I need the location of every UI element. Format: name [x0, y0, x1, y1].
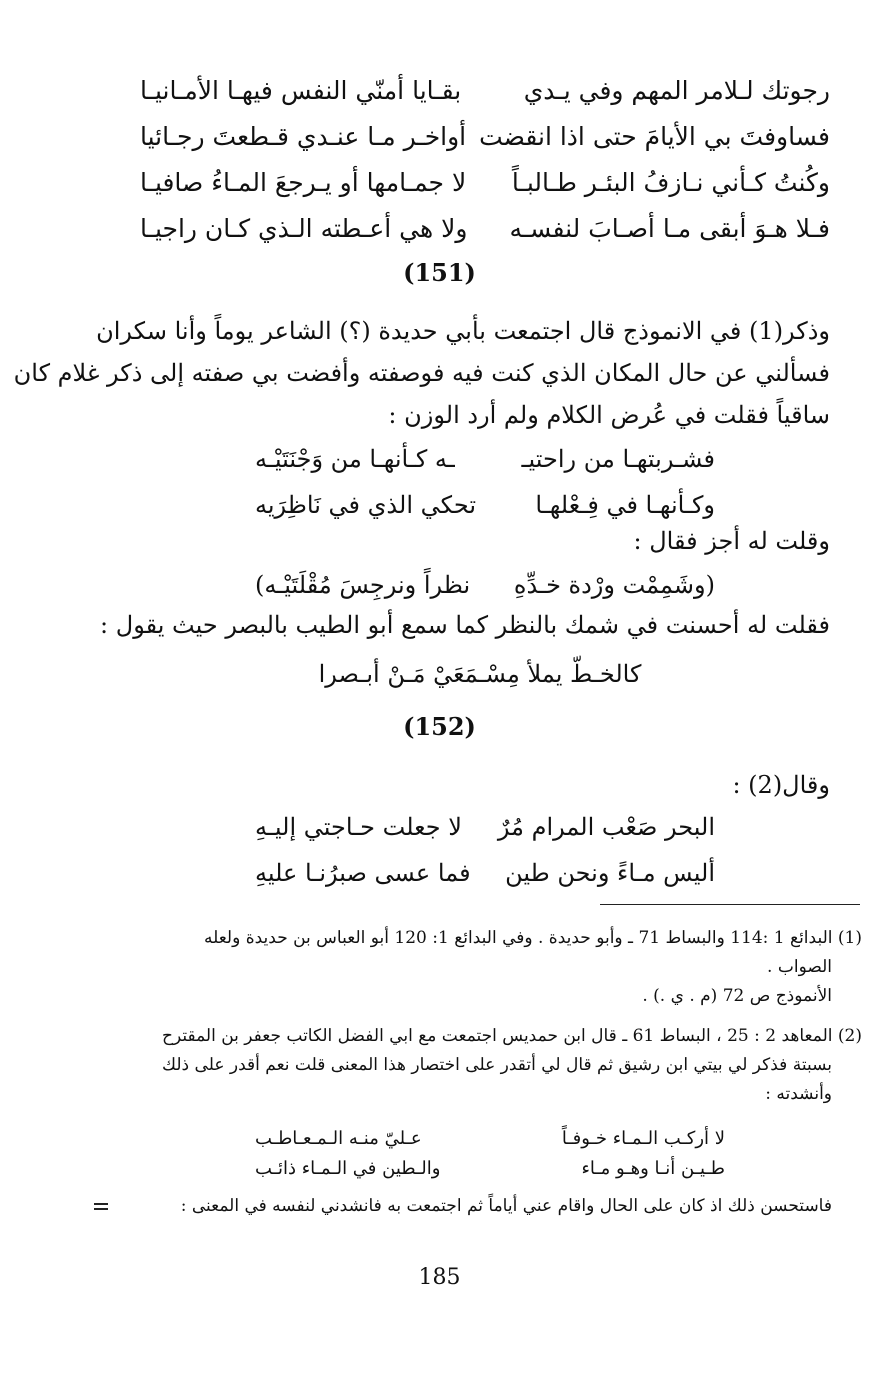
hemistich-left: عـليّ منـه الـمـعـاطـب [255, 1128, 422, 1149]
hemistich-right: أليس مـاءً ونحن طين [505, 859, 715, 887]
hemistich-left: والـطين في الـمـاء ذائـب [255, 1158, 441, 1179]
paragraph-line: وقلت له أجز فقال : [633, 527, 830, 555]
verse-line [255, 436, 715, 482]
double-dash-mark [94, 1203, 108, 1213]
verse-line [255, 1154, 725, 1184]
paragraph-151 [13, 310, 830, 436]
footnote-line: وأنشدته : [765, 1084, 832, 1104]
paragraph-line: فسألني عن حال المكان الذي كنت فيه فوصفته وأفضت بي صفته إلى ذكر غلام كان [13, 359, 830, 387]
hemistich-left: ولا هي أعـطته الـذي كـان راجيـا [140, 214, 468, 243]
verse-line [255, 562, 715, 608]
verse-line [140, 114, 830, 160]
footnote-2-ending [170, 1192, 832, 1221]
hemistich-right: البحر صَعْب المرام مُرٌ [497, 813, 715, 841]
verse-line [255, 804, 715, 850]
poem-ajiz [255, 562, 715, 608]
hemistich-right: رجوتك لـلامر المهم وفي يـدي [523, 76, 830, 105]
verse-line [140, 160, 830, 206]
hemistich-right: لا أركـب الـمـاء خـوفـاً [561, 1128, 725, 1149]
verse-line [140, 68, 830, 114]
footnote-line: (2) المعاهد 2 : 25 ، البساط 61 ـ قال ابن حمديس اجتمعت مع ابي الفضل الكاتب جعفر بن المقترح [162, 1026, 862, 1046]
verse-line [140, 206, 830, 252]
hemistich-right: فشـربتهـا من راحتيـ [521, 445, 715, 473]
hemistich-left: فما عسى صبرُنـا عليهِ [255, 859, 471, 887]
hemistich-left: بقـايا أمنّي النفس فيهـا الأمـانيـا [140, 76, 462, 105]
hemistich-left: لا جعلت حـاجتي إليـهِ [255, 813, 462, 841]
ahsanta-line [100, 604, 830, 646]
footnote-line: الصواب . [767, 957, 832, 977]
hemistich-left: أواخـر مـا عنـدي قـطعتَ رجـائيا [140, 122, 467, 151]
hemistich-right: فساوفتَ بي الأيامَ حتى اذا انقضت [479, 122, 830, 151]
qal-line [600, 764, 830, 806]
paragraph-line: وقال(2) : [732, 771, 830, 799]
poem-152 [255, 804, 715, 896]
footnote-line: (1) البدائع 1 :114 والبساط 71 ـ وأبو حديدة . وفي البدائع 1: 120 أبو العباس بن حديدة ولعله [203, 928, 862, 948]
top-poem [140, 68, 830, 252]
footnote-1 [110, 924, 862, 1011]
verse-line [255, 1124, 725, 1154]
ajiz-line [400, 520, 830, 562]
hemistich-left: لا جمـامها أو يـرجعَ المـاءُ صافيـا [140, 168, 467, 197]
page-number: 185 [418, 1265, 461, 1290]
hemistich-left: تحكي الذي في نَاظِرَيه [255, 491, 477, 519]
section-heading-151: (151) [403, 258, 476, 287]
hemistich-right: وكُنتُ كـأني نـازفُ البئـر طـالبـاً [511, 168, 830, 197]
hemistich-left: ـه كـأنهـا من وَجْنَتَيْـه [255, 445, 455, 473]
hemistich-right: فـلا هـوَ أبقى مـا أصـابَ لنفسـه [509, 214, 830, 243]
verse-line [255, 850, 715, 896]
paragraph-line: ساقياً فقلت في عُرض الكلام ولم أرد الوزن : [388, 401, 830, 429]
footnote-line: الأنموذج ص 72 (م . ي .) . [642, 986, 832, 1006]
paragraph-line: فقلت له أحسنت في شمك بالنظر كما سمع أبو الطيب بالبصر حيث يقول : [100, 611, 830, 639]
footnote-divider [600, 904, 860, 905]
poem-151 [255, 436, 715, 528]
hemistich-left: نظراً ونرجِسَ مُقْلَتَيْـه) [255, 571, 471, 599]
hemistich-right: (وشَمِمْت ورْدة خـدِّهِ [513, 571, 715, 599]
hemistich-right: طـيـن أنـا وهـو مـاء [581, 1158, 725, 1179]
footnote-2 [110, 1022, 862, 1109]
footnote-poem [255, 1124, 725, 1184]
footnote-line: بسبتة فذكر لي بيتي ابن رشيق ثم قال لي أتقدر على اختصار هذا المعنى قلت نعم أقدر على ذلك [162, 1055, 832, 1075]
hemistich-right: وكـأنهـا في فِـعْلهـا [535, 491, 715, 519]
paragraph-line: وذكر(1) في الانموذج قال اجتمعت بأبي حديدة (؟) الشاعر يوماً وأنا سكران [96, 317, 830, 345]
quoted-verse: كالخـطّ يملأ مِسْـمَعَيْ مَـنْ أبـصرا [318, 660, 642, 688]
footnote-line: فاستحسن ذلك اذ كان على الحال واقام عني أياماً ثم اجتمعت به فانشدني لنفسه في المعنى : [180, 1196, 832, 1216]
section-heading-152: (152) [403, 712, 476, 741]
